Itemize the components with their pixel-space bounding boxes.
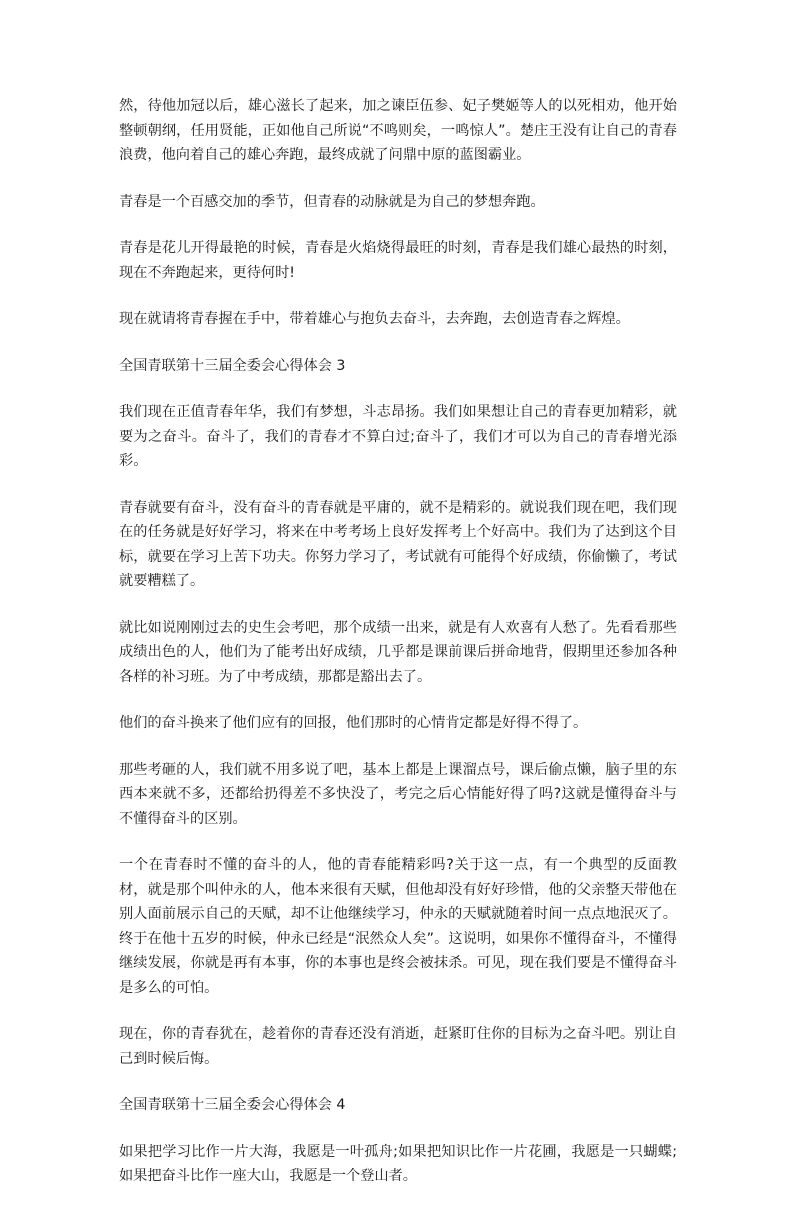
section-heading: 全国青联第十三届全委会心得体会 4 (119, 1097, 346, 1113)
section-heading: 全国青联第十三届全委会心得体会 3 (119, 357, 346, 374)
paragraph: 我们现在正值青春年华，我们有梦想，斗志昂扬。我们如果想让自己的青春更加精彩，就要为之奋斗。奋斗了，我们的青春才不算白过;奋斗了，我们才可以为自己的青春增光添彩。 (119, 404, 677, 469)
paragraph: 青春是花儿开得最艳的时候，青春是火焰烧得最旺的时刻，青春是我们雄心最热的时刻，现在不奔跑起来，更待何时! (119, 240, 677, 281)
document-body (119, 94, 677, 1211)
paragraph: 然，待他加冠以后，雄心滋长了起来，加之谏臣伍参、妃子樊姬等人的以死相劝，他开始整顿朝纲，任用贤能，正如他自己所说“不鸣则矣，一鸣惊人”。楚庄王没有让自己的青春浪费，他向着自己的雄心奔跑，最终成就了问鼎中原的蓝图霸业。 (119, 98, 677, 163)
paragraph: 如果把学习比作一片大海，我愿是一叶孤舟;如果把知识比作一片花圃，我愿是一只蝴蝶;如果把奋斗比作一座大山，我愿是一个登山者。 (119, 1143, 677, 1184)
paragraph: 现在就请将青春握在手中，带着雄心与抱负去奋斗，去奔跑，去创造青春之辉煌。 (119, 311, 630, 327)
paragraph: 现在，你的青春犹在，趁着你的青春还没有消逝，赶紧盯住你的目标为之奋斗吧。别让自己到时候后悔。 (119, 1026, 677, 1067)
paragraph: 那些考砸的人，我们就不用多说了吧，基本上都是上课溜点号，课后偷点懒，脑子里的东西本来就不多，还都给扔得差不多快没了，考完之后心情能好得了吗?这就是懂得奋斗与不懂得奋斗的区别。 (119, 761, 677, 827)
paragraph: 青春就要有奋斗，没有奋斗的青春就是平庸的，就不是精彩的。就说我们现在吧，我们现在的任务就是好好学习，将来在中考考场上良好发挥考上个好高中。我们为了达到这个目标，就要在学习上苦下功夫。你努力学习了，考试就有可能得个好成绩，你偷懒了，考试就要糟糕了。 (119, 499, 677, 589)
paragraph: 他们的奋斗换来了他们应有的回报，他们那时的心情肯定都是好得不得了。 (119, 715, 588, 731)
paragraph: 一个在青春时不懂的奋斗的人，他的青春能精彩吗?关于这一点，有一个典型的反面教材，就是那个叫仲永的人，他本来很有天赋，但他却没有好好珍惜，他的父亲整天带他在别人面前展示自己的天赋，却不让他继续学习，仲永的天赋就随着时间一点点地泯灭了。终于在他十五岁的时候，仲永已经是“泯然众人矣”。这说明，如果你不懂得奋斗，不懂得继续发展，你就是再有本事，你的本事也是终会被抹杀。可见，现在我们要是不懂得奋斗是多么的可怕。 (119, 857, 677, 996)
paragraph: 青春是一个百感交加的季节，但青春的动脉就是为自己的梦想奔跑。 (119, 193, 545, 210)
paragraph: 就比如说刚刚过去的史生会考吧，那个成绩一出来，就是有人欢喜有人愁了。先看看那些成绩出色的人，他们为了能考出好成绩，几乎都是课前课后拼命地背，假期里还参加各种各样的补习班。为了中考成绩，那都是豁出去了。 (119, 619, 677, 685)
